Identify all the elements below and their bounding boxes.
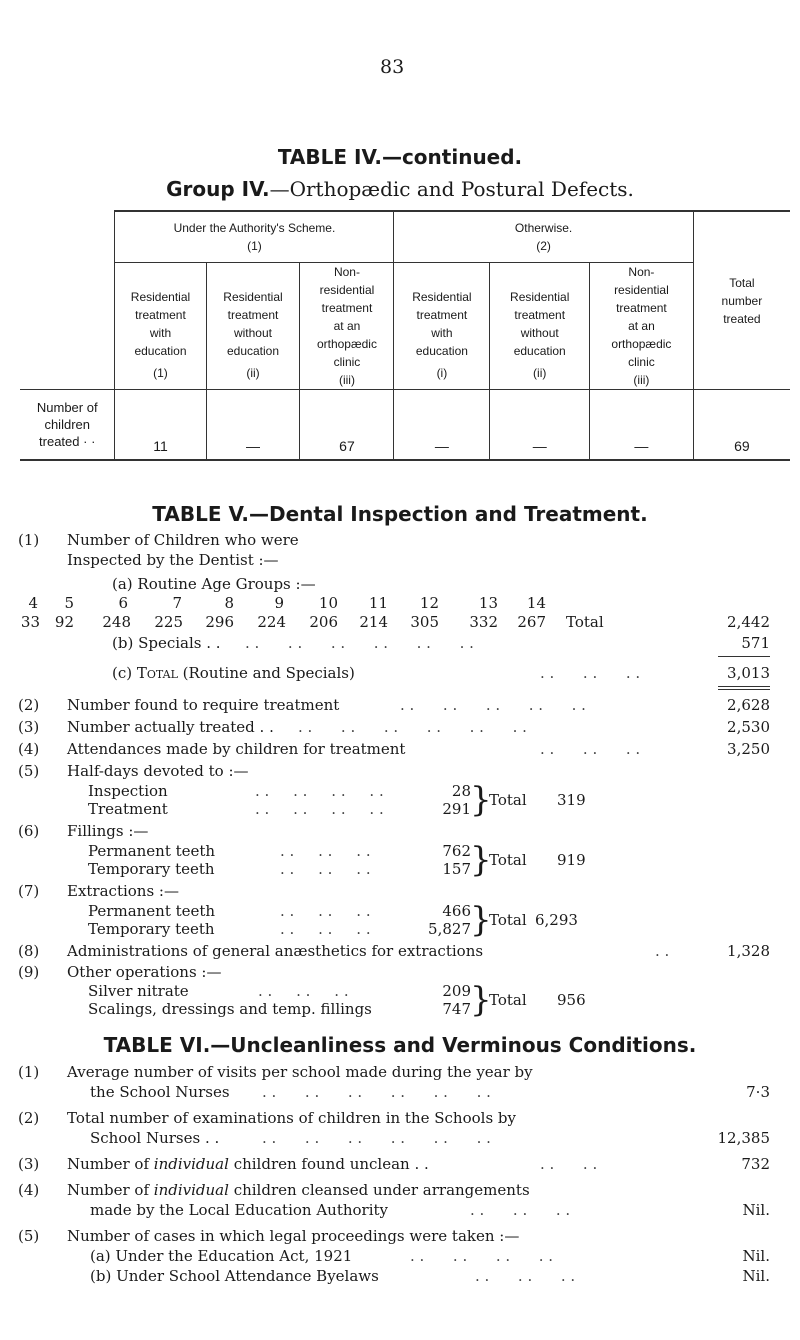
t4-group-authority: Under the Authority's Scheme. (1) <box>115 211 394 263</box>
inspection-label: Inspection <box>88 782 168 800</box>
treatment-label: Treatment <box>88 800 168 818</box>
silver-value: 209 <box>442 982 471 1000</box>
t5-item3-num: (3) <box>18 718 40 736</box>
t6-item4-line1: Number of individual children cleansed under arrangements <box>67 1181 530 1199</box>
leader-dots: . . . . . . <box>470 1201 571 1219</box>
t6-item1-line1: Average number of visits per school made during the year by <box>67 1063 533 1081</box>
grand-value: 3,013 <box>727 664 770 682</box>
t5-grand-label: (c) Total (Routine and Specials) <box>112 664 355 682</box>
age: 13 <box>478 594 498 612</box>
t5-routine-label: (a) Routine Age Groups :— <box>112 575 316 593</box>
leader-dots: . . . . . . <box>280 920 371 938</box>
age: 7 <box>172 594 182 612</box>
t5-item1-line2: Inspected by the Dentist :— <box>67 551 279 569</box>
t4-cell: 11 <box>115 390 206 460</box>
leader-dots: . . . . . . . . <box>410 1247 554 1265</box>
leader-dots: . . . . . . . . <box>255 782 384 800</box>
count: 225 <box>154 613 183 631</box>
count: 92 <box>54 613 74 631</box>
leader-dots: . . . . . . <box>258 982 349 1000</box>
t5-item4: Attendances made by children for treatment <box>67 740 406 758</box>
brace-icon: } <box>470 980 492 1020</box>
t4-cell-total: 69 <box>693 390 790 460</box>
t6-item4-num: (4) <box>18 1181 40 1199</box>
t5-item6-num: (6) <box>18 822 40 840</box>
t6-item5-num: (5) <box>18 1227 40 1245</box>
leader-dots: . . . . . . . . <box>255 800 384 818</box>
t4-group-otherwise: Otherwise. (2) <box>394 211 693 263</box>
t6-item2-line1: Total number of examinations of children in the Schools by <box>67 1109 516 1127</box>
t6-item3: Number of individual children found unclean . . <box>67 1155 429 1173</box>
leader-dots: . . . . <box>540 1155 598 1173</box>
count: 224 <box>257 613 286 631</box>
t6-item1-line2: the School Nurses <box>90 1083 230 1101</box>
count: 305 <box>410 613 439 631</box>
table4-title: TABLE IV.—continued. <box>277 145 523 169</box>
age: 14 <box>526 594 546 612</box>
t5-item7-num: (7) <box>18 882 40 900</box>
t4-col-3: Non- residential treatment at an orthopædic clinic (iii) <box>300 263 394 390</box>
count: 248 <box>102 613 131 631</box>
t4-col-5: Residential treatment without education (ii) <box>490 263 590 390</box>
fill-perm-label: Permanent teeth <box>88 842 216 860</box>
scalings-value: 747 <box>442 1000 471 1018</box>
t6-item2-num: (2) <box>18 1109 40 1127</box>
t4-cell: — <box>590 390 694 460</box>
table5-title: TABLE V.—Dental Inspection and Treatment. <box>152 502 648 526</box>
age: 4 <box>28 594 38 612</box>
t6-item5a: (a) Under the Education Act, 1921 <box>90 1247 353 1265</box>
t5-item6: Fillings :— <box>67 822 149 840</box>
t5-item2-num: (2) <box>18 696 40 714</box>
t6-item5b-value: Nil. <box>742 1267 770 1285</box>
inspection-value: 28 <box>451 782 471 800</box>
t6-item5a-value: Nil. <box>742 1247 770 1265</box>
t5-item4-num: (4) <box>18 740 40 758</box>
fill-perm-value: 762 <box>442 842 471 860</box>
leader-dots: . . . . . . . . . . . . <box>262 1083 491 1101</box>
count: 206 <box>309 613 338 631</box>
leader-dots: . . <box>655 942 670 960</box>
t4-col-4: Residential treatment with education (i) <box>394 263 490 390</box>
t4-col-2: Residential treatment without education (ii) <box>206 263 300 390</box>
treatment-value: 291 <box>442 800 471 818</box>
rule <box>718 656 770 657</box>
count: 332 <box>469 613 498 631</box>
t4-row-label: Number of children treated · · <box>20 390 115 460</box>
t4-cell: 67 <box>300 390 394 460</box>
total-label: Total <box>489 991 527 1009</box>
double-rule <box>718 686 770 687</box>
leader-dots: . . . . . . . . . . . . <box>262 1129 491 1147</box>
t6-item2-value: 12,385 <box>717 1129 770 1147</box>
t4-cell: — <box>206 390 300 460</box>
specials-value: 571 <box>741 634 770 652</box>
leader-dots: . . . . . . . . . . . . <box>245 634 474 652</box>
age: 5 <box>64 594 74 612</box>
item4-value: 3,250 <box>727 740 770 758</box>
ext-perm-value: 466 <box>442 902 471 920</box>
t6-item1-num: (1) <box>18 1063 40 1081</box>
t4-corner <box>20 211 115 390</box>
silver-label: Silver nitrate <box>88 982 189 1000</box>
leader-dots: . . . . . . <box>280 860 371 878</box>
t5-item9: Other operations :— <box>67 963 222 981</box>
leader-dots: . . . . . . . . . . <box>400 696 586 714</box>
leader-dots: . . . . . . <box>280 902 371 920</box>
t6-item4-line2: made by the Local Education Authority <box>90 1201 389 1219</box>
age: 11 <box>368 594 388 612</box>
count: 296 <box>205 613 234 631</box>
brace-icon: } <box>470 900 492 940</box>
ext-temp-label: Temporary teeth <box>88 920 215 938</box>
other-total: 956 <box>557 991 586 1009</box>
t6-item2-line2: School Nurses . . <box>90 1129 220 1147</box>
total-label: Total <box>489 911 527 929</box>
total-label: Total <box>566 613 604 631</box>
age: 10 <box>318 594 338 612</box>
t5-item8: Administrations of general anæsthetics for extractions <box>67 942 484 960</box>
t5-item9-num: (9) <box>18 963 40 981</box>
item8-value: 1,328 <box>727 942 770 960</box>
t5-item7: Extractions :— <box>67 882 179 900</box>
ext-perm-label: Permanent teeth <box>88 902 216 920</box>
t5-item2: Number found to require treatment <box>67 696 340 714</box>
fill-temp-label: Temporary teeth <box>88 860 215 878</box>
fill-total: 919 <box>557 851 586 869</box>
t4-cell: — <box>490 390 590 460</box>
t6-item4-value: Nil. <box>742 1201 770 1219</box>
t4-total-header: Total number treated <box>693 211 790 390</box>
t4-cell: — <box>394 390 490 460</box>
total-label: Total <box>489 851 527 869</box>
half-total: 319 <box>557 791 586 809</box>
routine-total: 2,442 <box>727 613 770 631</box>
t5-item5: Half-days devoted to :— <box>67 762 249 780</box>
t6-item3-value: 732 <box>741 1155 770 1173</box>
age: 8 <box>224 594 234 612</box>
t5-item3: Number actually treated . . <box>67 718 274 736</box>
total-label: Total <box>489 791 527 809</box>
t4-col-1: Residential treatment with education (1) <box>115 263 206 390</box>
item2-value: 2,628 <box>727 696 770 714</box>
table6-title: TABLE VI.—Uncleanliness and Verminous Conditions. <box>103 1033 697 1057</box>
t4-col-6: Non- residential treatment at an orthopædic clinic (iii) <box>590 263 694 390</box>
count: 214 <box>359 613 388 631</box>
double-rule <box>718 689 770 690</box>
table4-subtitle: Group IV.—Orthopædic and Postural Defects. <box>166 177 634 201</box>
brace-icon: } <box>470 780 492 820</box>
t6-item3-num: (3) <box>18 1155 40 1173</box>
t5-item1-line1: Number of Children who were <box>67 531 299 549</box>
t6-item5b: (b) Under School Attendance Byelaws <box>90 1267 379 1285</box>
t5-specials-label: (b) Specials . . <box>112 634 221 652</box>
t5-item5-num: (5) <box>18 762 40 780</box>
leader-dots: . . . . . . <box>280 842 371 860</box>
count: 33 <box>20 613 40 631</box>
t5-item8-num: (8) <box>18 942 40 960</box>
count: 267 <box>517 613 546 631</box>
t6-item1-value: 7·3 <box>746 1083 770 1101</box>
brace-icon: } <box>470 840 492 880</box>
t6-item5: Number of cases in which legal proceedings were taken :— <box>67 1227 520 1245</box>
fill-temp-value: 157 <box>442 860 471 878</box>
scalings-label: Scalings, dressings and temp. fillings <box>88 1000 372 1018</box>
leader-dots: . . . . . . <box>540 740 641 758</box>
leader-dots: . . . . . . . . . . . . <box>298 718 527 736</box>
table4 <box>20 210 790 461</box>
age: 6 <box>118 594 128 612</box>
t5-item1-num: (1) <box>18 531 40 549</box>
item3-value: 2,530 <box>727 718 770 736</box>
ext-total: 6,293 <box>535 911 578 929</box>
age: 12 <box>419 594 439 612</box>
age: 9 <box>274 594 284 612</box>
leader-dots: . . . . . . <box>475 1267 576 1285</box>
leader-dots: . . . . . . <box>540 664 641 682</box>
page-number: 83 <box>380 56 405 78</box>
ext-temp-value: 5,827 <box>428 920 471 938</box>
